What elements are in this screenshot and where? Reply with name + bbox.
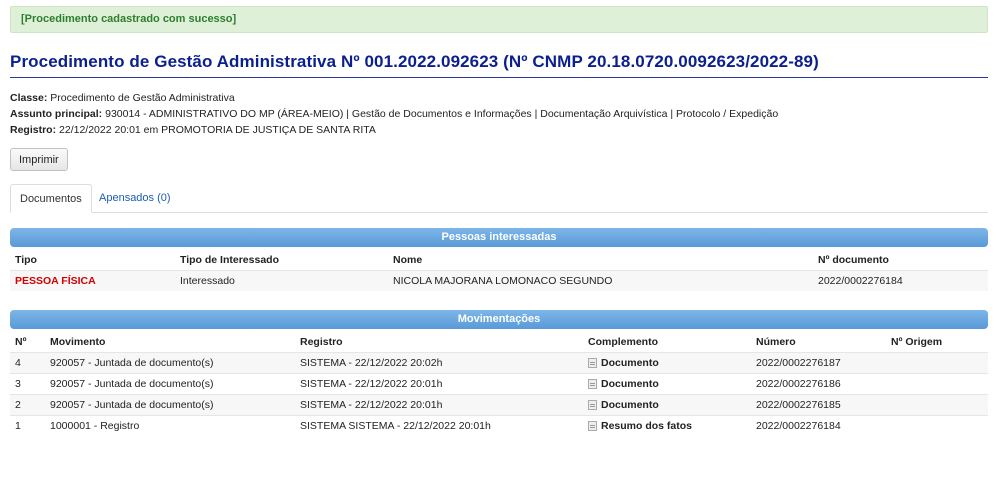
cell-movimento: 920057 - Juntada de documento(s) — [45, 374, 295, 395]
cell-complemento[interactable] — [583, 353, 751, 374]
cell-complemento[interactable] — [583, 374, 751, 395]
table-row — [10, 395, 988, 416]
assunto-value: 930014 - ADMINISTRATIVO DO MP (ÁREA-MEIO) | Gestão de Documentos e Informações | Documentação Arquivística | Protocolo / Expedição — [105, 108, 779, 120]
cell-tipo-interessado: Interessado — [175, 271, 388, 292]
cell-complemento[interactable] — [583, 395, 751, 416]
registro-value: 22/12/2022 20:01 em PROMOTORIA DE JUSTIÇA DE SANTA RITA — [59, 124, 376, 136]
movimentacoes-table — [10, 332, 988, 436]
registro-label: Registro: — [10, 124, 57, 136]
col-complemento: Complemento — [588, 336, 659, 348]
cell-n: 3 — [10, 374, 45, 395]
table-row — [10, 416, 988, 437]
pessoas-header: Pessoas interessadas — [10, 228, 988, 247]
cell-origem — [886, 395, 988, 416]
print-button[interactable]: Imprimir — [10, 148, 68, 171]
cell-numero: 2022/0002276185 — [751, 395, 886, 416]
cell-nome: NICOLA MAJORANA LOMONACO SEGUNDO — [388, 271, 813, 292]
cell-n: 2 — [10, 395, 45, 416]
document-icon — [588, 358, 597, 368]
col-origem: Nº Origem — [891, 336, 943, 348]
pessoas-table — [10, 250, 988, 291]
classe-label: Classe: — [10, 92, 48, 104]
cell-numero: 2022/0002276186 — [751, 374, 886, 395]
document-icon — [588, 400, 597, 410]
cell-n: 1 — [10, 416, 45, 437]
tab-documentos[interactable]: Documentos — [10, 184, 92, 213]
cell-numero: 2022/0002276187 — [751, 353, 886, 374]
movimentacoes-header: Movimentações — [10, 310, 988, 329]
cell-origem — [886, 353, 988, 374]
cell-movimento: 920057 - Juntada de documento(s) — [45, 395, 295, 416]
tab-apensados[interactable]: Apensados (0) — [99, 192, 171, 204]
col-numero-seq: Nº — [15, 336, 27, 348]
assunto-label: Assunto principal: — [10, 108, 103, 120]
cell-origem — [886, 416, 988, 437]
complemento-link[interactable]: Documento — [601, 357, 659, 369]
complemento-link[interactable]: Documento — [601, 399, 659, 411]
title-divider — [10, 77, 988, 78]
col-registro: Registro — [300, 336, 343, 348]
cell-movimento: 920057 - Juntada de documento(s) — [45, 353, 295, 374]
col-movimento: Movimento — [50, 336, 106, 348]
complemento-link[interactable]: Documento — [601, 378, 659, 390]
classe-value: Procedimento de Gestão Administrativa — [50, 92, 235, 104]
cell-registro: SISTEMA - 22/12/2022 20:01h — [295, 395, 583, 416]
cell-tipo: PESSOA FÍSICA — [10, 271, 175, 292]
cell-origem — [886, 374, 988, 395]
table-row — [10, 271, 988, 292]
cell-registro: SISTEMA - 22/12/2022 20:02h — [295, 353, 583, 374]
col-numero: Número — [756, 336, 796, 348]
cell-registro: SISTEMA - 22/12/2022 20:01h — [295, 374, 583, 395]
document-icon — [588, 421, 597, 431]
complemento-link[interactable]: Resumo dos fatos — [601, 420, 693, 432]
cell-registro: SISTEMA SISTEMA - 22/12/2022 20:01h — [295, 416, 583, 437]
page-title: Procedimento de Gestão Administrativa Nº 001.2022.092623 (Nº CNMP 20.18.0720.0092623/2022-89) — [10, 52, 819, 71]
col-documento: Nº documento — [818, 254, 889, 266]
procedure-info — [10, 90, 778, 138]
document-icon — [588, 379, 597, 389]
col-tipo: Tipo — [15, 254, 37, 266]
cell-n: 4 — [10, 353, 45, 374]
assunto-line — [10, 106, 778, 122]
cell-movimento: 1000001 - Registro — [45, 416, 295, 437]
cell-complemento[interactable] — [583, 416, 751, 437]
col-nome: Nome — [393, 254, 423, 266]
cell-numero: 2022/0002276184 — [751, 416, 886, 437]
table-row — [10, 353, 988, 374]
classe-line — [10, 90, 778, 106]
cell-documento: 2022/0002276184 — [813, 271, 988, 292]
table-row — [10, 374, 988, 395]
col-tipo-interessado: Tipo de Interessado — [180, 254, 279, 266]
tab-bar — [10, 184, 988, 213]
registro-line — [10, 122, 778, 138]
success-alert: [Procedimento cadastrado com sucesso] — [10, 6, 988, 33]
